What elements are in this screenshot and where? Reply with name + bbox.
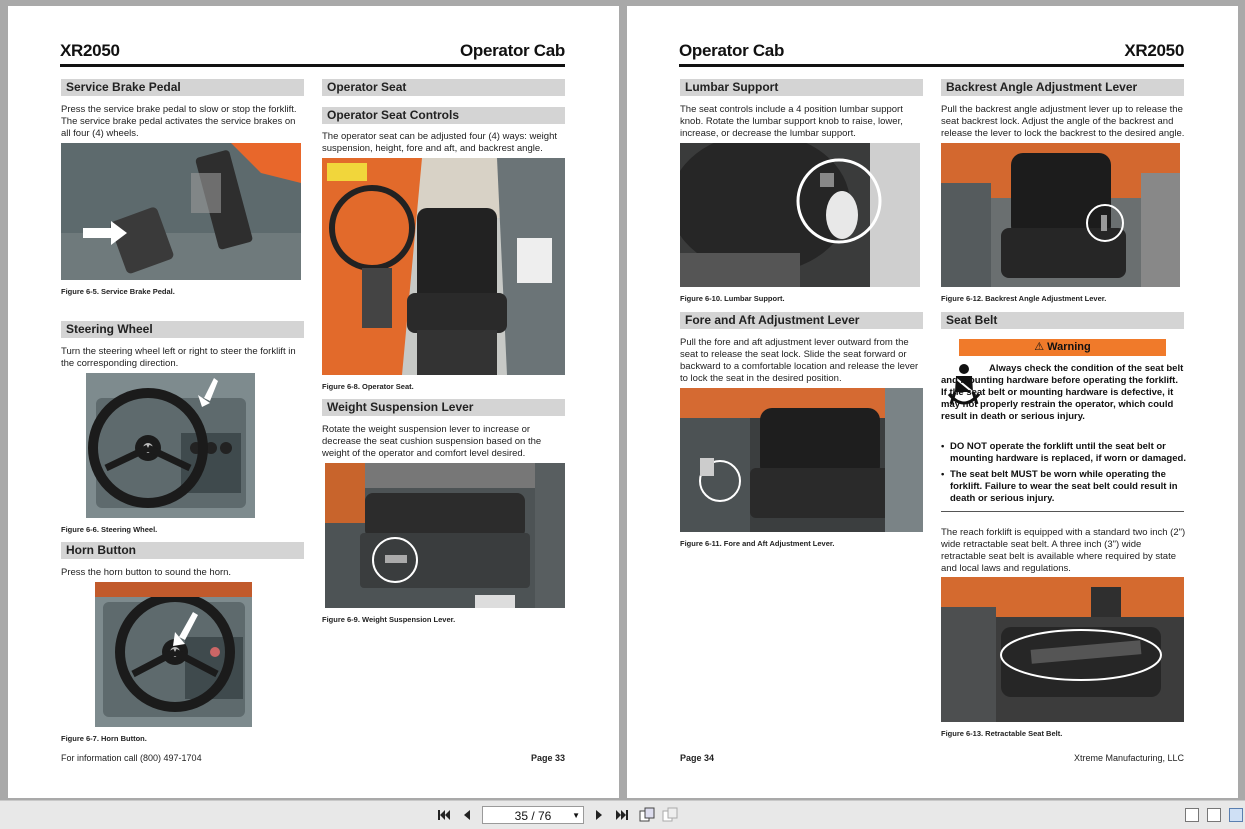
lumbar-text: The seat controls include a 4 position lumbar support knob. Rotate the lumbar support knob to raise, lower, increase, or decrease the lumbar support. [680, 104, 903, 139]
fit-page-icon[interactable] [639, 807, 655, 823]
warning-label: ⚠ Warning [959, 339, 1166, 356]
backrest-lever-photo [941, 143, 1180, 287]
single-page-view-icon[interactable] [1185, 808, 1199, 822]
fore-aft-lever-photo [680, 388, 923, 532]
section-heading-backrest-lever: Backrest Angle Adjustment Lever [941, 79, 1184, 96]
next-page-icon[interactable] [591, 807, 607, 823]
header-model: XR2050 [60, 41, 120, 60]
footer-contact: For information call (800) 497-1704 [61, 753, 202, 763]
first-page-icon[interactable] [436, 807, 452, 823]
operator-seat-text: The operator seat can be adjusted four (4) ways: weight suspension, height, fore and aft, and backrest angle. [322, 131, 557, 154]
lumbar-support-photo [680, 143, 920, 287]
steering-text: Turn the steering wheel left or right to steer the forklift in the corresponding direction. [61, 346, 296, 369]
service-brake-text: Press the service brake pedal to slow or stop the forklift. The service brake pedal activates the service brakes on all four (4) wheels. [61, 104, 297, 139]
fore-aft-text: Pull the fore and aft adjustment lever outward from the seat to release the seat lock. Slide the seat forward or backward to a comfortable location and release the lever to lock the seat in the desired position. [680, 337, 919, 384]
weight-suspension-photo [325, 463, 565, 608]
header-section: Operator Cab [679, 41, 785, 60]
warning-text: Always check the condition of the seat belt and mounting hardware before operating the forklift. If the seat belt or mounting hardware is defective, it may not properly restrain the operator, which could result in death or serious injury. [941, 363, 1184, 422]
horn-button-photo [95, 582, 252, 727]
section-heading-weight-suspension: Weight Suspension Lever [322, 399, 565, 416]
divider [941, 511, 1184, 512]
page-number-select[interactable] [482, 806, 584, 824]
figure-caption: Figure 6-5. Service Brake Pedal. [61, 287, 175, 296]
viewer-toolbar [0, 800, 1245, 829]
document-page-left [8, 6, 619, 798]
continuous-view-icon[interactable] [1207, 808, 1221, 822]
operator-seat-photo [322, 158, 565, 375]
section-heading-operator-seat: Operator Seat [322, 79, 565, 96]
backrest-text: Pull the backrest angle adjustment lever up to release the seat backrest lock. Adjust the angle of the backrest and release the lever to lock the backrest to the desired angle. [941, 104, 1185, 139]
page-number: Page 33 [530, 753, 565, 763]
section-heading-service-brake: Service Brake Pedal [61, 79, 304, 96]
last-page-icon[interactable] [614, 807, 630, 823]
section-heading-steering-wheel: Steering Wheel [61, 321, 304, 338]
warning-bullet: • The seat belt MUST be worn while operating the forklift. Failure to wear the seat belt could result in death or serious injury. [941, 469, 1186, 505]
document-page-right [627, 6, 1238, 798]
footer-company: Xtreme Manufacturing, LLC [1073, 753, 1184, 763]
seat-belt-text: The reach forklift is equipped with a standard two inch (2") wide retractable seat belt. A three inch (3") wide retractable seat belt is available where required by state and local laws and regulations. [941, 527, 1186, 574]
prev-page-icon[interactable] [459, 807, 475, 823]
figure-caption: Figure 6-6. Steering Wheel. [61, 525, 158, 534]
seat-belt-photo [941, 577, 1184, 722]
header-model: XR2050 [1124, 41, 1184, 60]
service-brake-photo [61, 143, 301, 280]
section-heading-fore-aft-lever: Fore and Aft Adjustment Lever [680, 312, 923, 329]
section-heading-operator-seat-controls: Operator Seat Controls [322, 107, 565, 124]
fit-width-icon[interactable] [662, 807, 678, 823]
horn-text: Press the horn button to sound the horn. [61, 567, 232, 578]
figure-caption: Figure 6-10. Lumbar Support. [680, 294, 785, 303]
weight-suspension-text: Rotate the weight suspension lever to increase or decrease the seat cushion suspension based on the weight of the operator and comfort level desired. [322, 424, 542, 459]
figure-caption: Figure 6-8. Operator Seat. [322, 382, 414, 391]
page-number: Page 34 [680, 753, 715, 763]
chevron-down-icon: ▼ [572, 811, 580, 820]
header-section: Operator Cab [459, 41, 565, 60]
warning-bullet: • DO NOT operate the forklift until the seat belt or mounting hardware is replaced, if worn or damaged. [941, 441, 1186, 465]
figure-caption: Figure 6-13. Retractable Seat Belt. [941, 729, 1063, 738]
steering-wheel-photo [86, 373, 255, 518]
page-indicator: 35 / 76 [514, 809, 552, 823]
two-page-view-icon[interactable] [1229, 808, 1243, 822]
figure-caption: Figure 6-12. Backrest Angle Adjustment Lever. [941, 294, 1107, 303]
figure-caption: Figure 6-11. Fore and Aft Adjustment Lever. [680, 539, 835, 548]
figure-caption: Figure 6-7. Horn Button. [61, 734, 147, 743]
section-heading-horn-button: Horn Button [61, 542, 304, 559]
page-header [60, 39, 565, 67]
figure-caption: Figure 6-9. Weight Suspension Lever. [322, 615, 456, 624]
section-heading-lumbar-support: Lumbar Support [680, 79, 923, 96]
section-heading-seat-belt: Seat Belt [941, 312, 1184, 329]
page-header [679, 39, 1184, 67]
